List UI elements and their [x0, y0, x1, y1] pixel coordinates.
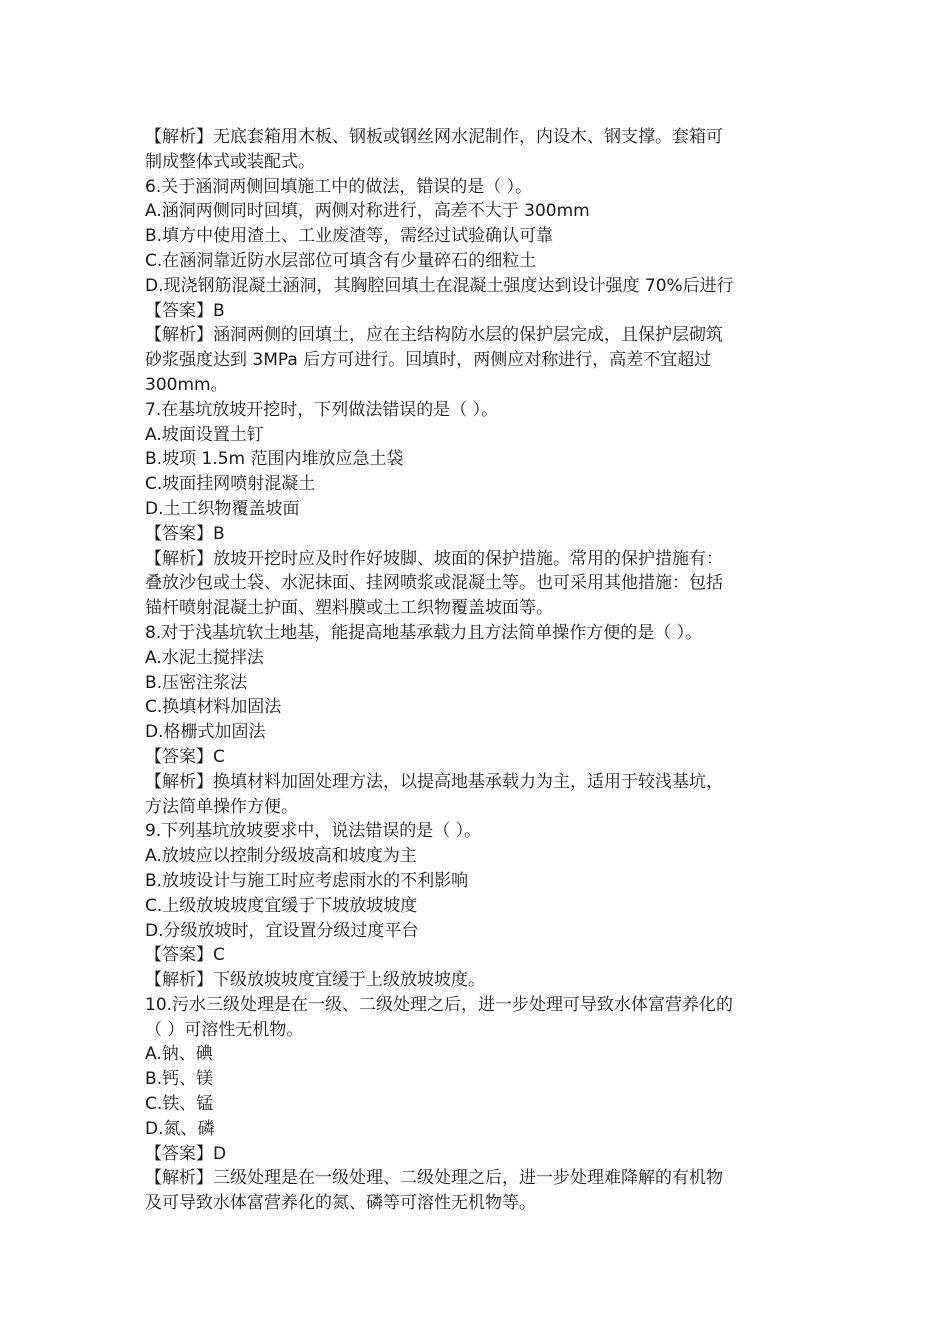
analysis: 【解析】三级处理是在一级处理、二级处理之后，进一步处理难降解的有机物 [145, 1168, 723, 1189]
question-6: 6.关于涵洞两侧回填施工中的做法，错误的是（ ）。 [145, 176, 533, 197]
option-d: D.格栅式加固法 [145, 722, 266, 743]
option-a: A.涵洞两侧同时回填，两侧对称进行，高差不大于 300mm [145, 201, 590, 222]
analysis: 【解析】下级放坡坡度宜缓于上级放坡坡度。 [145, 970, 485, 991]
option-b: B.填方中使用渣土、工业废渣等，需经过试验确认可靠 [145, 226, 554, 247]
analysis: 叠放沙包或土袋、水泥抹面、挂网喷浆或混凝土等。也可采用其他措施：包括 [145, 573, 723, 594]
option-d: D.分级放坡时，宜设置分级过度平台 [145, 920, 419, 941]
option-a: A.坡面设置土钉 [145, 424, 264, 445]
option-b: B.放坡设计与施工时应考虑雨水的不利影响 [145, 870, 469, 891]
option-d: D.氮、磷 [145, 1118, 215, 1139]
answer: 【答案】C [145, 945, 225, 966]
answer: 【答案】B [145, 523, 225, 544]
option-b: B.压密注浆法 [145, 672, 248, 693]
option-c: C.铁、锰 [145, 1094, 214, 1115]
analysis: 方法简单操作方便。 [145, 796, 298, 817]
text-line: 制成整体式或装配式。 [145, 151, 315, 172]
answer: 【答案】C [145, 746, 225, 767]
question-8: 8.对于浅基坑软土地基，能提高地基承载力且方法简单操作方便的是（ ）。 [145, 622, 703, 643]
option-a: A.水泥土搅拌法 [145, 647, 264, 668]
option-d: D.土工织物覆盖坡面 [145, 498, 300, 519]
analysis: 【解析】放坡开挖时应及时作好坡脚、坡面的保护措施。常用的保护措施有： [145, 548, 723, 569]
analysis: 【解析】换填材料加固处理方法，以提高地基承载力为主，适用于较浅基坑， [145, 771, 723, 792]
option-b: B.钙、镁 [145, 1069, 214, 1090]
analysis: 砂浆强度达到 3MPa 后方可进行。回填时，两侧应对称进行，高差不宜超过 [145, 350, 712, 371]
document-page [145, 125, 810, 1216]
option-c: C.坡面挂网喷射混凝土 [145, 474, 316, 495]
option-c: C.上级放坡坡度宜缓于下坡放坡坡度 [145, 895, 418, 916]
answer: 【答案】D [145, 1143, 227, 1164]
option-a: A.钠、碘 [145, 1044, 213, 1065]
analysis: 锚杆喷射混凝土护面、塑料膜或土工织物覆盖坡面等。 [145, 598, 553, 619]
question-10: （ ）可溶性无机物。 [145, 1019, 304, 1040]
option-c: C.在涵洞靠近防水层部位可填含有少量碎石的细粒土 [145, 250, 537, 271]
option-c: C.换填材料加固法 [145, 697, 282, 718]
option-a: A.放坡应以控制分级坡高和坡度为主 [145, 846, 417, 867]
option-d: D.现浇钢筋混凝土涵洞，其胸腔回填土在混凝土强度达到设计强度 70%后进行 [145, 275, 734, 296]
question-10: 10.污水三级处理是在一级、二级处理之后，进一步处理可导致水体富营养化的 [145, 994, 734, 1015]
question-7: 7.在基坑放坡开挖时，下列做法错误的是（ ）。 [145, 399, 499, 420]
analysis: 【解析】涵洞两侧的回填土，应在主结构防水层的保护层完成，且保护层砌筑 [145, 325, 723, 346]
answer: 【答案】B [145, 300, 225, 321]
analysis: 及可导致水体富营养化的氮、磷等可溶性无机物等。 [145, 1193, 536, 1214]
question-9: 9.下列基坑放坡要求中，说法错误的是（ ）。 [145, 821, 482, 842]
option-b: B.坡项 1.5m 范围内堆放应急土袋 [145, 449, 404, 470]
text-line: 【解析】无底套箱用木板、钢板或钢丝网水泥制作，内设木、钢支撑。套箱可 [145, 127, 723, 147]
analysis: 300mm。 [145, 374, 228, 395]
